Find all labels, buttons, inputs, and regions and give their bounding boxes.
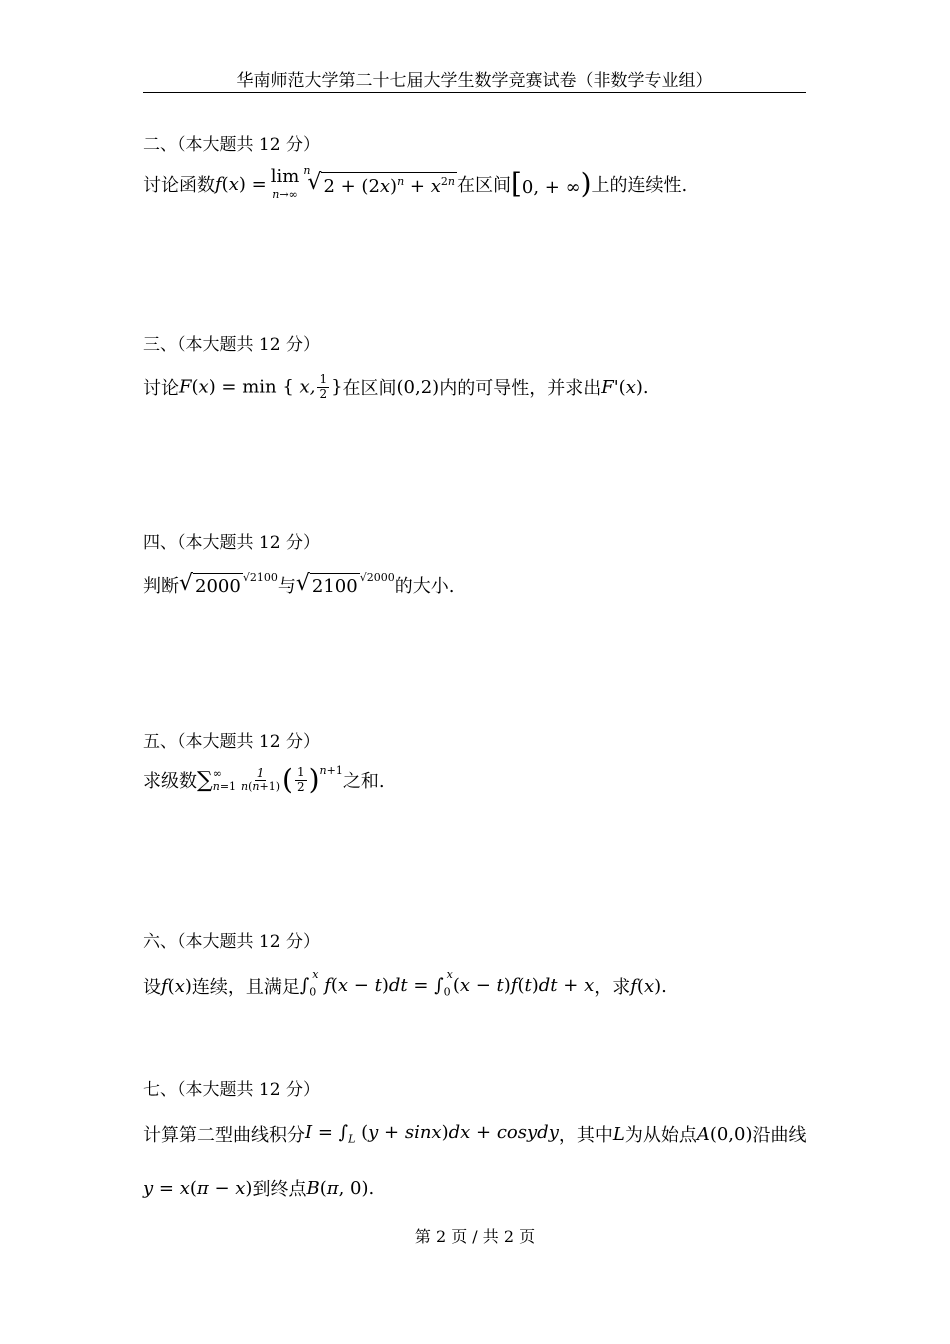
- problem-6-text: [143, 967, 667, 999]
- header-rule: [143, 92, 806, 93]
- problem-6-heading: 六、（本大题共 12 分）: [143, 932, 320, 952]
- point-B: B(π, 0): [306, 1177, 369, 1199]
- nth-root: n √ $2 + (2x)^n + x^{2n}$: [303, 163, 455, 197]
- problem-3-mid2: 内的可导性，并求出: [439, 378, 602, 400]
- problem-2-text: [143, 163, 688, 201]
- problem-3-heading: 三、（本大题共 12 分）: [143, 335, 320, 355]
- curve-equation: y = x(π − x): [143, 1177, 253, 1199]
- problem-7-text-line1: [143, 1121, 807, 1147]
- problem-7-mid: ，其中: [558, 1125, 613, 1146]
- line-integral-formula: $I = \int_L$ (y + sinx)dx + cosydy: [305, 1122, 559, 1146]
- problem-4-mid: 与: [277, 576, 296, 597]
- point-A: A(0,0): [696, 1123, 753, 1145]
- problem-3-formula: F(x) = min { x, $\frac{1}{2}$ }: [179, 372, 343, 401]
- interval-formula: [0, + ∞): [510, 167, 592, 200]
- problem-2-formula: f(x) =: [215, 173, 267, 195]
- sqrt-2100: √ 2100: [295, 571, 358, 597]
- problem-2-mid: 在区间: [456, 175, 511, 196]
- interval-0-2: (0,2): [396, 376, 440, 398]
- exponent-sqrt-2100: √2100: [242, 570, 278, 584]
- fx-formula: f(x): [161, 975, 192, 997]
- exponent-sqrt-2000: √2000: [359, 570, 395, 584]
- problem-3-prefix: 讨论: [143, 378, 179, 400]
- limit-operator: lim n→∞: [270, 166, 300, 201]
- exam-title: 华南师范大学第二十七届大学生数学竞赛试卷（非数学专业组）: [236, 71, 713, 91]
- sqrt-2000: √ 2000: [179, 571, 241, 597]
- problem-4-heading: 四、（本大题共 12 分）: [143, 533, 320, 553]
- problem-6-mid: 连续，且满足: [191, 977, 300, 998]
- problem-7-text-line2: [143, 1175, 374, 1201]
- problem-2-prefix: 讨论函数: [143, 175, 215, 196]
- problem-4-prefix: 判断: [143, 576, 179, 597]
- problem-5-text: [143, 763, 385, 797]
- problem-5-prefix: 求级数: [143, 771, 197, 793]
- problem-7-prefix: 计算第二型曲线积分: [143, 1125, 305, 1146]
- problem-7-mid3: 沿曲线: [752, 1125, 807, 1146]
- problem-7-mid2: 为从始点: [624, 1125, 697, 1146]
- integral-equation: $\int_0^x$ $f(x - t)dt = \int_0^x(x - t)f(t)dt + x$: [299, 967, 595, 999]
- problem-7-line2-mid: 到终点: [252, 1179, 307, 1200]
- problem-4-suffix: 的大小.: [394, 576, 455, 597]
- series-formula: ∑ ∞ n=1 $\frac{1}{n(n+1)}$ ( $\frac{1}{2}$ ) $^{n+1}$: [197, 763, 343, 797]
- fx-target: f(x): [630, 975, 662, 997]
- problem-5-suffix: 之和.: [342, 771, 385, 793]
- problem-7-suffix: .: [368, 1177, 375, 1199]
- problem-3-suffix: .: [642, 376, 649, 398]
- page-number: 第 2 页 / 共 2 页: [414, 1227, 536, 1246]
- problem-3-mid: 在区间: [342, 378, 397, 400]
- problem-6-mid2: ，求: [594, 977, 631, 998]
- problem-4-text: [143, 572, 454, 598]
- problem-5-heading: 五、（本大题共 12 分）: [143, 732, 320, 752]
- problem-6-suffix: .: [661, 975, 667, 997]
- problem-7-heading: 七、（本大题共 12 分）: [143, 1080, 320, 1100]
- curve-L: L: [612, 1123, 625, 1145]
- derivative-formula: F'(x): [601, 376, 643, 398]
- problem-2-heading: 二、（本大题共 12 分）: [143, 135, 320, 155]
- problem-3-text: [143, 373, 649, 402]
- problem-2-suffix: 上的连续性.: [591, 175, 688, 196]
- problem-6-prefix: 设: [143, 977, 161, 998]
